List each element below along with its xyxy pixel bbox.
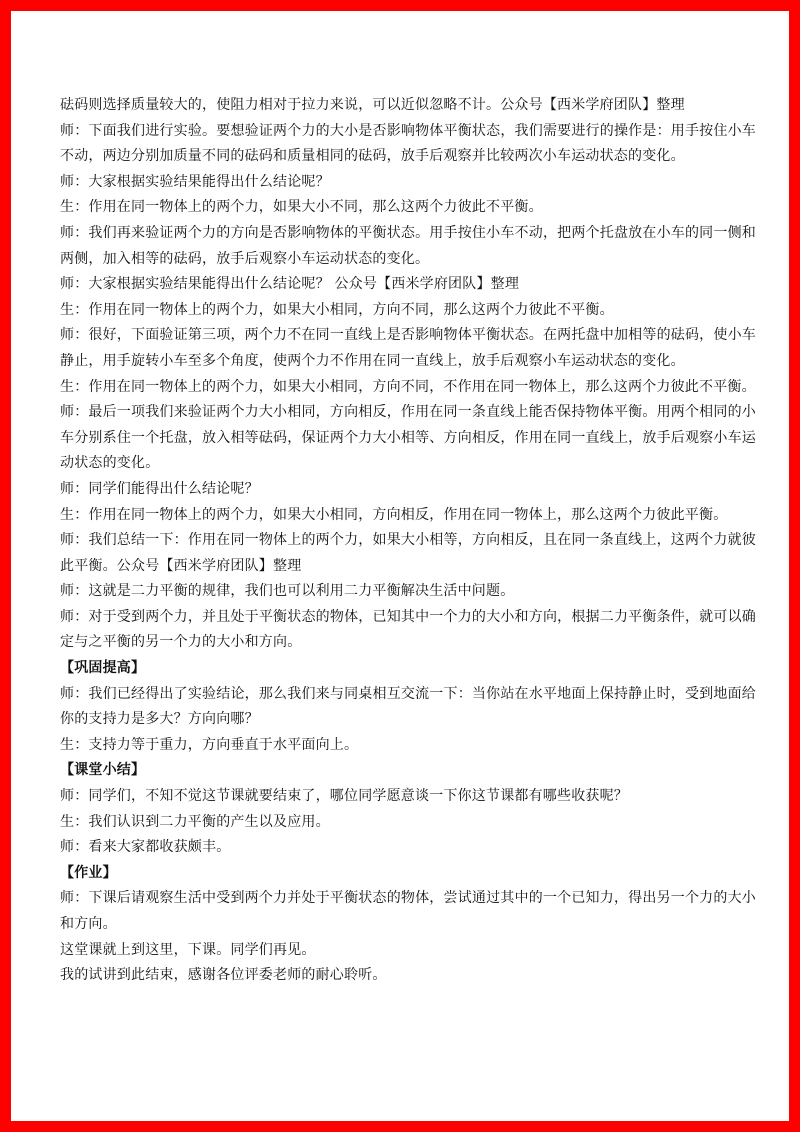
paragraph: 我的试讲到此结束，感谢各位评委老师的耐心聆听。 [60,967,387,984]
paragraph: 这堂课就上到这里，下课。同学们再见。 [60,941,316,958]
paragraph: 师：对于受到两个力，并且处于平衡状态的物体，已知其中一个力的大小和方向，根据二力平衡条件，就可以确定与之平衡的另一个力的大小和方向。 [60,608,756,651]
paragraph: 师：大家根据实验结果能得出什么结论呢？ 公众号【西米学府团队】整理 [60,276,520,293]
paragraph: 师：同学们，不知不觉这节课就要结束了，哪位同学愿意谈一下你这节课都有哪些收获呢？ [60,788,628,805]
paragraph: 生：作用在同一物体上的两个力，如果大小相同，方向不同，那么这两个力彼此不平衡。 [60,301,614,318]
paragraph: 师：很好，下面验证第三项，两个力不在同一直线上是否影响物体平衡状态。在两托盘中加相等的砝码，使小车静止，用手旋转小车至多个角度，使两个力不作用在同一直线上，放手后观察小车运动状态的变化。 [60,327,756,369]
paragraph: 师：我们再来验证两个力的方向是否影响物体的平衡状态。用手按住小车不动，把两个托盘放在小车的同一侧和两侧，加入相等的砝码，放手后观察小车运动状态的变化。 [60,224,756,267]
paragraph: 师：下课后请观察生活中受到两个力并处于平衡状态的物体，尝试通过其中的一个已知力，得出另一个力的大小和方向。 [60,890,756,932]
paragraph: 生：作用在同一物体上的两个力，如果大小不同，那么这两个力彼此不平衡。 [60,199,543,216]
paragraph: 砝码则选择质量较大的，使阻力相对于拉力来说，可以近似忽略不计。公众号【西米学府团队】整理 [60,97,685,113]
paragraph: 生：我们认识到二力平衡的产生以及应用。 [60,813,330,830]
paragraph: 生：作用在同一物体上的两个力，如果大小相同，方向不同，不作用在同一物体上，那么这两个力彼此不平衡。 [60,378,756,395]
section-heading-homework: 【作业】 [60,864,117,881]
paragraph: 师：我们已经得出了实验结论，那么我们来与同桌相互交流一下：当你站在水平地面上保持静止时，受到地面给你的支持力是多大？方向向哪？ [60,685,756,728]
paragraph: 师：同学们能得出什么结论呢？ [60,480,259,497]
paragraph: 师：我们总结一下：作用在同一物体上的两个力，如果大小相等，方向相反，且在同一条直线上，这两个力就彼此平衡。公众号【西米学府团队】整理 [60,532,756,574]
paragraph: 师：大家根据实验结果能得出什么结论呢？ [60,173,330,190]
paragraph: 师：下面我们进行实验。要想验证两个力的大小是否影响物体平衡状态，我们需要进行的操作是：用手按住小车不动，两边分别加质量不同的砝码和质量相同的砝码，放手后观察并比较两次小车运动状态的变化。 [60,122,756,165]
paragraph: 师：这就是二力平衡的规律，我们也可以利用二力平衡解决生活中问题。 [60,583,515,600]
paragraph: 生：支持力等于重力，方向垂直于水平面向上。 [60,736,359,753]
section-heading-consolidation: 【巩固提高】 [60,660,146,677]
paragraph: 师：最后一项我们来验证两个力大小相同，方向相反，作用在同一条直线上能否保持物体平衡。用两个相同的小车分别系住一个托盘，放入相等砝码，保证两个力大小相等、方向相反，作用在同一直线上，放手后观察小车运动状态的变化。 [60,404,756,472]
document-body [60,93,756,989]
paragraph: 师：看来大家都收获颇丰。 [60,839,231,856]
section-heading-summary: 【课堂小结】 [60,762,146,779]
paragraph: 生：作用在同一物体上的两个力，如果大小相同，方向相反，作用在同一物体上，那么这两个力彼此平衡。 [60,506,728,523]
